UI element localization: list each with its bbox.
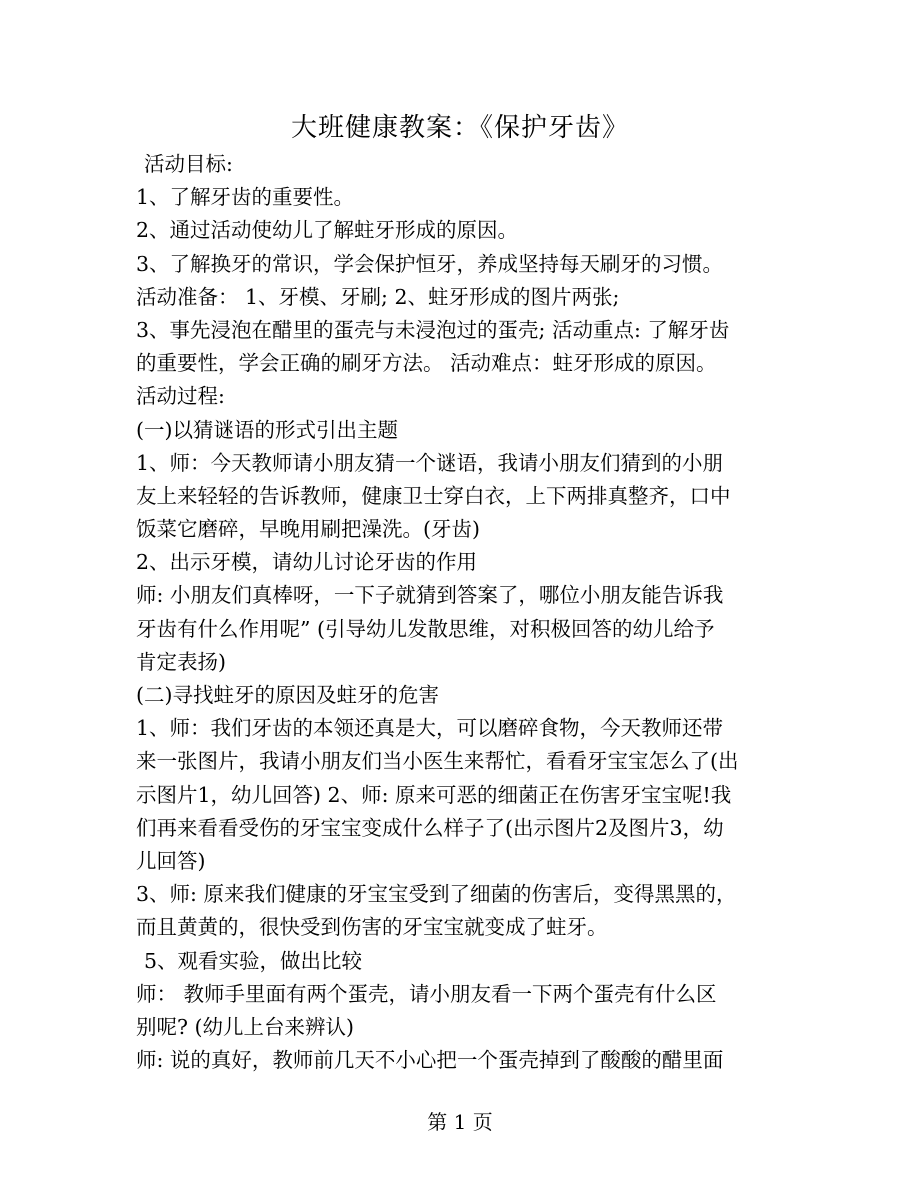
text-line: 来一张图片，我请小朋友们当小医生来帮忙，看看牙宝宝怎么了(出 — [136, 749, 739, 774]
text-line: 活动过程: — [136, 384, 225, 409]
text-line: 1、了解牙齿的重要性。 — [136, 185, 355, 210]
text-line: 示图片1，幼儿回答) 2、师: 原来可恶的细菌正在伤害牙宝宝呢!我 — [136, 782, 732, 807]
text-line: 师: 说的真好，教师前几天不小心把一个蛋壳掉到了酸酸的醋里面 — [136, 1048, 724, 1073]
text-line: 友上来轻轻的告诉教师，健康卫士穿白衣，上下两排真整齐，口中 — [136, 483, 731, 508]
text-line: 活动准备： 1、牙模、牙刷; 2、蛀牙形成的图片两张; — [136, 284, 620, 309]
text-line: 2、出示牙模，请幼儿讨论牙齿的作用 — [136, 550, 478, 575]
page-number: 第 1 页 — [427, 1110, 493, 1134]
text-line: 而且黄黄的，很快受到伤害的牙宝宝就变成了蛀牙。 — [136, 915, 608, 940]
document-title: 大班健康教案：《保护牙齿》 — [290, 113, 629, 143]
text-line: 们再来看看受伤的牙宝宝变成什么样子了(出示图片2及图片3，幼 — [136, 815, 724, 840]
text-line: 3、事先浸泡在醋里的蛋壳与未浸泡过的蛋壳; 活动重点: 了解牙齿 — [136, 317, 730, 342]
text-line: 儿回答) — [136, 848, 206, 873]
text-line: 饭菜它磨碎，早晚用刷把澡洗。(牙齿) — [136, 517, 480, 542]
text-line: 5、观看实验，做出比较 — [144, 948, 363, 973]
text-line: 师: 小朋友们真棒呀，一下子就猜到答案了，哪位小朋友能告诉我 — [136, 583, 724, 608]
text-line: (二)寻找蛀牙的原因及蛀牙的危害 — [136, 683, 439, 707]
text-line: 1、师：今天教师请小朋友猜一个谜语，我请小朋友们猜到的小朋 — [136, 450, 724, 475]
text-line: 3、了解换牙的常识，学会保护恒牙，养成坚持每天刷牙的习惯。 — [136, 251, 724, 276]
text-line: 别呢? (幼儿上台来辨认) — [136, 1014, 355, 1039]
text-line: 的重要性，学会正确的刷牙方法。 活动难点：蛀牙形成的原因。 — [136, 351, 717, 376]
text-line: (一)以猜谜语的形式引出主题 — [136, 417, 398, 442]
text-line: 1、师：我们牙齿的本领还真是大，可以磨碎食物，今天教师还带 — [136, 716, 724, 741]
text-line: 3、师: 原来我们健康的牙宝宝受到了细菌的伤害后，变得黑黑的， — [136, 882, 737, 907]
text-line: 活动目标: — [144, 152, 233, 176]
text-line: 2、通过活动使幼儿了解蛀牙形成的原因。 — [136, 218, 519, 243]
text-line: 肯定表扬) — [136, 649, 226, 674]
text-line: 师： 教师手里面有两个蛋壳，请小朋友看一下两个蛋壳有什么区 — [136, 981, 717, 1006]
text-line: 牙齿有什么作用呢” (引导幼儿发散思维，对积极回答的幼儿给予 — [136, 616, 715, 641]
document-body — [136, 148, 788, 1077]
